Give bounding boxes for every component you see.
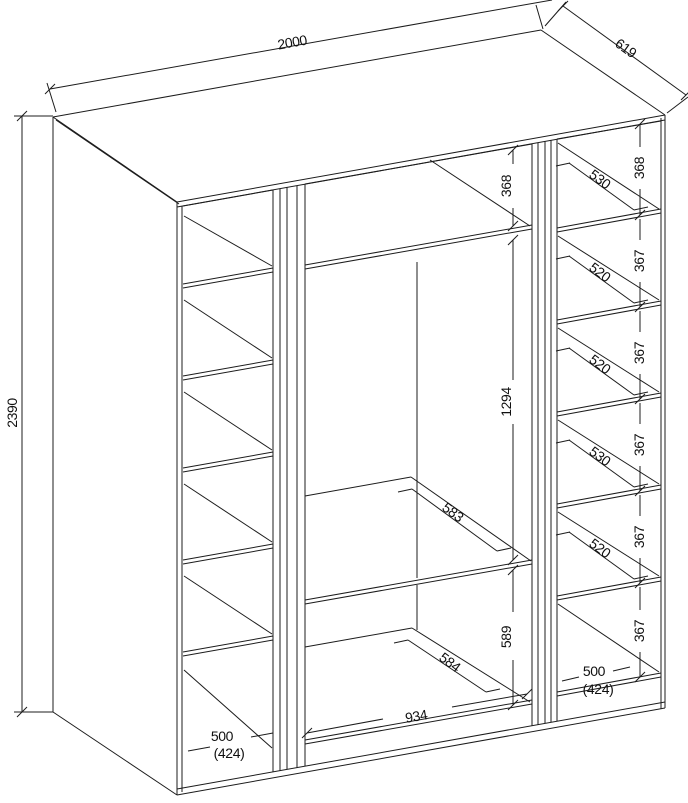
right-column-bottom-width-label: 500	[582, 663, 606, 679]
right-column	[556, 119, 661, 697]
divider-right-panels	[532, 139, 557, 726]
right-shelf-depth-3-label: 520	[586, 350, 614, 378]
overall-width-label: 2000	[276, 31, 309, 53]
middle-inner-width-label: 934	[403, 706, 429, 726]
right-shelf-depth-5-label: 520	[586, 534, 614, 562]
overall-height-label: 2390	[4, 398, 20, 428]
dimension-overall-depth	[545, 1, 688, 113]
right-compartment-height-6-label: 367	[631, 619, 647, 643]
wardrobe-body-outline	[53, 30, 665, 795]
right-compartment-height-5-label: 367	[631, 525, 647, 549]
divider-left-panels	[273, 184, 305, 772]
middle-lower-height-label: 589	[498, 625, 514, 649]
middle-lower-shelf-depth-label: 584	[436, 648, 464, 676]
overall-depth-label: 619	[612, 34, 640, 61]
middle-top-offset-label: 368	[498, 174, 514, 198]
left-column-bottom-width-label: 500	[210, 728, 234, 744]
right-compartment-height-4-label: 367	[631, 433, 647, 457]
right-compartment-height-2-label: 367	[631, 249, 647, 273]
middle-section	[302, 145, 532, 744]
right-shelf-depth-1-label: 530	[586, 165, 614, 193]
left-column-bottom-width-secondary-label: (424)	[213, 745, 245, 761]
right-shelf-depth-2-label: 520	[586, 258, 614, 286]
right-compartment-height-1-label: 368	[631, 156, 647, 180]
right-shelf-depth-4-label: 530	[586, 442, 614, 470]
dimension-overall-height	[4, 111, 53, 717]
left-column	[183, 216, 273, 761]
middle-hanging-height-label: 1294	[498, 387, 514, 417]
right-column-bottom-width-secondary-label: (424)	[582, 681, 614, 697]
dimension-overall-width	[45, 0, 552, 112]
middle-upper-shelf-depth-label: 583	[439, 498, 467, 526]
right-compartment-height-3-label: 367	[631, 341, 647, 365]
